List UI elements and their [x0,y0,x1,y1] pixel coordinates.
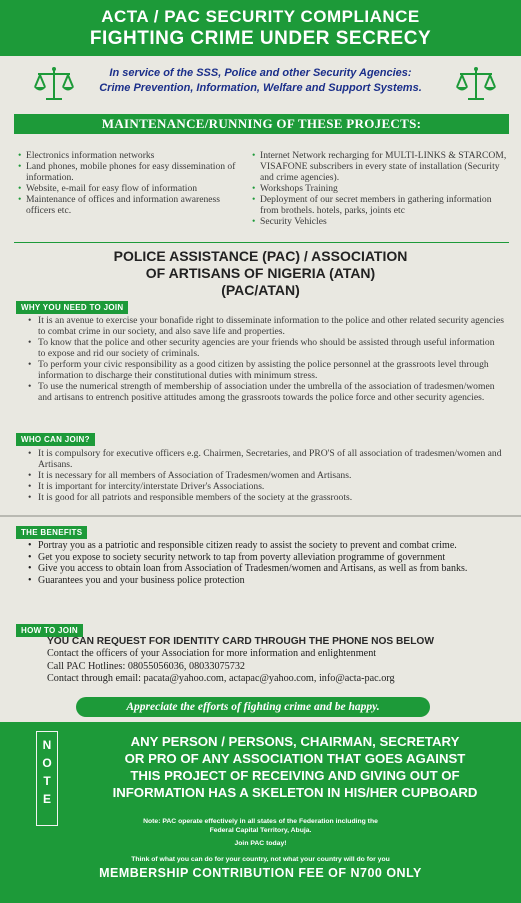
list-item: • Security Vehicles [252,216,509,227]
slogan-banner: Appreciate the efforts of fighting crime and be happy. [76,697,430,717]
scales-of-justice-icon [454,66,498,102]
pac-title [0,248,521,299]
pac-title-line-3: (PAC/ATAN) [221,282,300,298]
intro-line-1: In service of the SSS, Police and other Security Agencies: [109,67,412,79]
pac-title-line-1: POLICE ASSISTANCE (PAC) / ASSOCIATION [113,248,408,264]
warning-line: THIS PROJECT OF RECEIVING AND GIVING OUT OF [130,768,460,783]
note-letter: O [42,756,52,770]
header-line-2: FIGHTING CRIME UNDER SECRECY [89,28,432,49]
note-tab [36,731,58,826]
note-letter: E [42,792,51,806]
list-item: • Deployment of our secret members in gathering information from brothels. hotels, parks, joints etc [252,194,509,216]
projects-right-column [252,150,509,227]
list-item: • Maintenance of offices and information awareness officers etc. [18,194,246,216]
list-item: • To use the numerical strength of membership of association under the umbrella of the association of tradesmen/women and artisans to entrench positive attitudes among the grassroots towards the police force and other security agencies. [24,381,504,403]
email-text: Contact through email: pacata@yahoo.com, actapac@yahoo.com, info@acta-pac.org [47,673,395,685]
list-item: • To know that the police and other security agencies are your friends who should be assisted through useful information to expose and rid our society of criminals. [24,337,504,359]
list-item: • Land phones, mobile phones for easy dissemination of information. [18,161,246,183]
intro-line-2: Crime Prevention, Information, Welfare and Support Systems. [99,82,422,94]
intro-text [8,56,513,96]
operate-note [0,817,521,835]
divider [14,242,509,243]
list-item: • Guarantees you and your business police protection [24,575,504,587]
why-join-list [24,315,504,403]
why-join-tag: WHY YOU NEED TO JOIN [16,301,128,314]
projects-left-column [18,150,246,216]
list-item: • Portray you as a patriotic and responsible citizen ready to assist the society to prevent and combat crime. [24,540,504,552]
list-item: • It is an avenue to exercise your bonafide right to disseminate information to the police and other related security agencies to combat crime in our society, and also save life and properties. [24,315,504,337]
intro-block [8,56,513,112]
projects-panel [8,56,513,248]
list-item: • Give you access to obtain loan from Association of Tradesmen/women and Artisans, as well as from banks. [24,563,504,575]
fold-line [0,515,521,517]
note-letter: N [42,738,52,752]
list-item: • Workshops Training [252,183,509,194]
list-item: • It is good for all patriots and responsible members of the society at the grassroots. [24,492,504,503]
list-item: • Website, e-mail for easy flow of information [18,183,246,194]
header-banner [0,0,521,56]
list-item: • To perform your civic responsibility as a good citizen by assisting the police personnel at the grassroots level through information to discharge their constitutional duties with minimum stress. [24,359,504,381]
membership-fee: MEMBERSHIP CONTRIBUTION FEE OF N700 ONLY [99,866,422,880]
list-item: • Electronics information networks [18,150,246,161]
header-line-1: ACTA / PAC SECURITY COMPLIANCE [101,7,420,26]
warning-panel [0,722,521,903]
warning-line: INFORMATION HAS A SKELETON IN HIS/HER CUPBOARD [112,785,478,800]
list-item: • It is necessary for all members of Association of Tradesmen/women and Artisans. [24,470,504,481]
list-item: • It is important for intercity/interstate Driver's Associations. [24,481,504,492]
projects-title: MAINTENANCE/RUNNING OF THESE PROJECTS: [14,114,509,134]
who-can-join-list [24,448,504,503]
pac-title-line-2: OF ARTISANS OF NIGERIA (ATAN) [145,265,376,281]
scales-of-justice-icon [32,66,76,102]
warning-text [70,733,520,801]
benefits-tag: THE BENEFITS [16,526,87,539]
id-card-caption: YOU CAN REQUEST FOR IDENTITY CARD THROUGH THE PHONE NOS BELOW [47,636,434,647]
list-item: • It is compulsory for executive officers e.g. Chairmen, Secretaries, and PRO'S of all association of tradesmen/women and Artisans. [24,448,504,470]
join-today-text: Join PAC today! [234,840,287,847]
list-item: • Internet Network recharging for MULTI-LINKS & STARCOM, VISAFONE subscribers in every state of installation (Security and crime agencies). [252,150,509,183]
how-to-join-tag: HOW TO JOIN [16,624,83,637]
note-letter: T [43,774,51,788]
benefits-list [24,540,504,586]
who-can-join-tag: WHO CAN JOIN? [16,433,95,446]
warning-line: OR PRO OF ANY ASSOCIATION THAT GOES AGAINST [124,751,466,766]
contact-officers-text: Contact the officers of your Association for more information and enlightenment [47,648,377,660]
think-quote: Think of what you can do for your country, not what your country will do for you [131,856,390,863]
list-item: • Get you expose to society security network to tap from poverty alleviation programme of government [24,552,504,564]
how-to-join-block [47,636,507,686]
hotlines-text: Call PAC Hotlines: 08055056036, 08033075732 [47,660,246,672]
warning-line: ANY PERSON / PERSONS, CHAIRMAN, SECRETARY [130,734,460,749]
operate-note-line-2: Federal Capital Territory, Abuja. [209,827,312,834]
operate-note-line-1: Note: PAC operate effectively in all states of the Federation including the [143,818,378,825]
